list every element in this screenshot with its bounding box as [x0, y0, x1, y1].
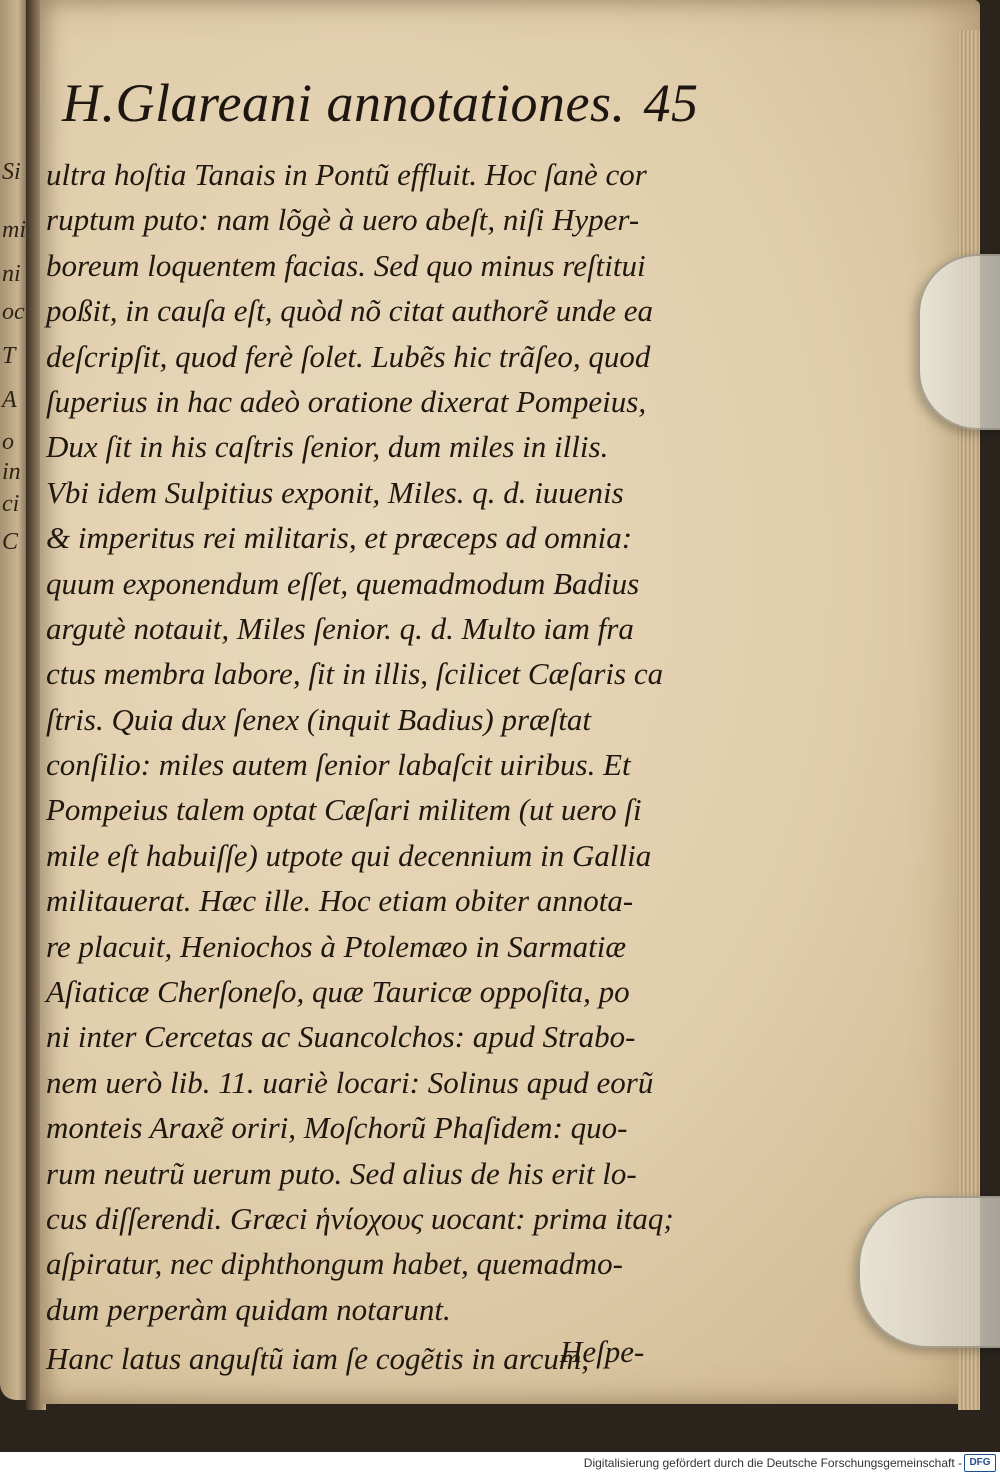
text-line: quum exponendum eſſet, quemadmodum Badius: [46, 565, 640, 601]
facing-fragment: Si: [2, 159, 21, 185]
text-line: boreum loquentem facias. Sed quo minus reſtitui: [46, 247, 646, 283]
text-line: poßit, in cauſa eſt, quòd nõ citat authorẽ unde ea: [46, 293, 653, 329]
facing-fragment: ci: [2, 491, 20, 517]
text-line: nem uerò lib. 11. uariè locari: Solinus apud eorũ: [46, 1064, 654, 1100]
text-line: rum neutrũ uerum puto. Sed alius de his erit lo-: [46, 1155, 637, 1191]
text-line: dum perperàm quidam notarunt.: [46, 1291, 451, 1327]
text-line: Vbi idem Sulpitius exponit, Miles. q. d. iuuenis: [46, 474, 624, 510]
text-line: Pompeius talem optat Cæſari militem (ut uero ſi: [46, 792, 642, 828]
text-line: ultra hoſtia Tanais in Pontũ effluit. Hoc ſanè cor: [46, 157, 647, 192]
text-line: Aſiaticæ Cherſoneſo, quæ Tauricæ oppoſita, po: [46, 974, 630, 1010]
text-line: conſilio: miles autem ſenior labaſcit uiribus. Et: [46, 747, 631, 783]
text-line: ni inter Cercetas ac Suancolchos: apud Strabo-: [46, 1019, 636, 1055]
footer-bar: [0, 1452, 1000, 1474]
text-line: mile eſt habuiſſe) utpote qui decennium in Gallia: [46, 837, 652, 873]
dfg-logo: DFG: [964, 1454, 996, 1472]
text-line: ruptum puto: nam lõgè à uero abeſt, niſi Hyper-: [46, 202, 640, 238]
running-head-title: H.Glareani annotationes.: [62, 73, 626, 133]
footer-credit: Digitalisierung gefördert durch die Deutsche Forschungsgemeinschaft -: [583, 1456, 962, 1470]
text-line: ſtris. Quia dux ſenex (inquit Badius) præſtat: [46, 701, 592, 737]
text-line: re placuit, Heniochos à Ptolemæo in Sarmatiæ: [46, 928, 627, 964]
text-line: argutè notauit, Miles ſenior. q. d. Multo iam fra: [46, 610, 634, 646]
page-clip-top: [918, 254, 1000, 430]
text-line: Dux ſit in his caſtris ſenior, dum miles in illis.: [46, 429, 609, 465]
facing-fragment: A: [2, 387, 17, 413]
text-line: ſuperius in hac adeò oratione dixerat Pompeius,: [46, 383, 647, 419]
page-number: 45: [643, 73, 699, 133]
facing-fragment: o: [2, 429, 14, 455]
text-line: cus diſſerendi. Græci ἡνίοχους uocant: prima itaq;: [46, 1200, 674, 1236]
text-line: & imperitus rei militaris, et præceps ad omnia:: [46, 520, 633, 556]
facing-fragment: T: [2, 343, 16, 369]
facing-fragment: ni: [2, 261, 21, 287]
body-text: [46, 152, 706, 1382]
book-page: [40, 0, 980, 1404]
running-head: [62, 72, 702, 134]
text-line: militauerat. Hæc ille. Hoc etiam obiter annota-: [46, 883, 634, 919]
facing-fragment: in: [2, 459, 21, 485]
facing-fragment: mi: [2, 217, 26, 243]
text-line: aſpiratur, nec diphthongum habet, quemadmo-: [46, 1246, 623, 1282]
facing-fragment: C: [2, 529, 19, 555]
text-line: deſcripſit, quod ferè ſolet. Lubẽs hic trãſeo, quod: [46, 338, 651, 374]
text-line: monteis Araxẽ oriri, Moſchorũ Phaſidem: quo-: [46, 1110, 628, 1146]
text-line: ctus membra labore, ſit in illis, ſcilicet Cæſaris ca: [46, 656, 664, 692]
catchword: Heſpe-: [560, 1334, 645, 1369]
page-clip-bottom: [858, 1196, 1000, 1348]
verse-line: Hanc latus anguſtũ iam ſe cogẽtis in arcum,: [46, 1341, 590, 1377]
facing-fragment: oc: [2, 299, 25, 325]
